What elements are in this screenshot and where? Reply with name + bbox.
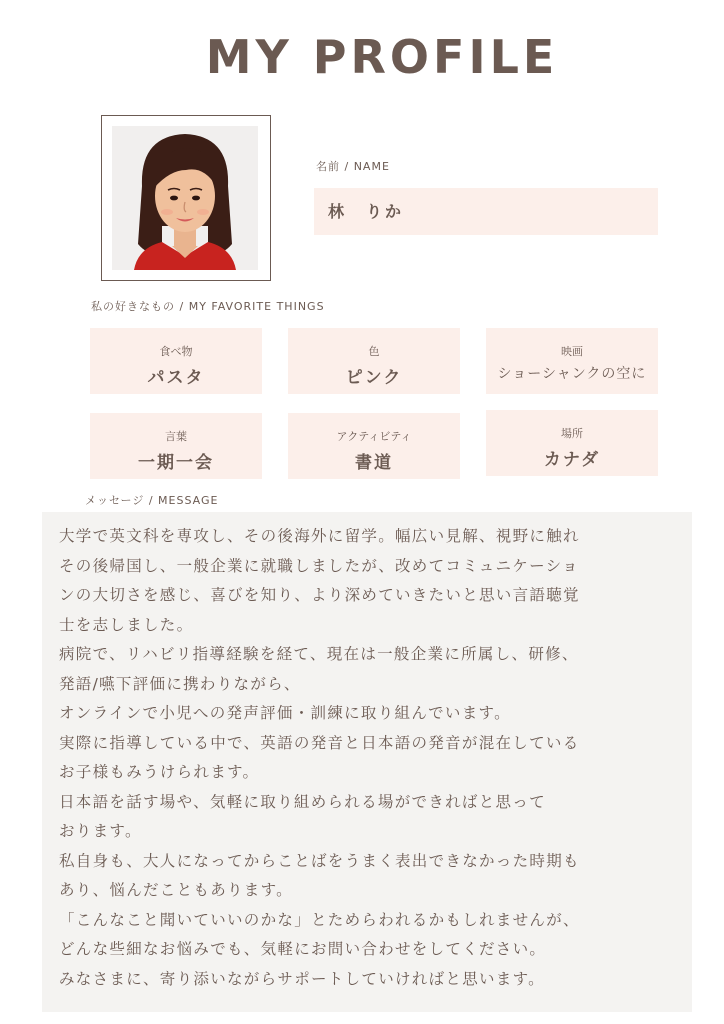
message-line: 大学で英文科を専攻し、その後海外に留学。幅広い見解、視野に触れ	[59, 527, 580, 545]
message-line: その後帰国し、一般企業に就職しましたが、改めてコミュニケーショ	[59, 556, 579, 575]
message-line: 日本語を話す場や、気軽に取り組められる場ができればと思って	[59, 792, 546, 811]
favorite-value: ショーシャンクの空に	[497, 366, 647, 382]
message-line: 実際に指導している中で、英語の発音と日本語の発音が混在している	[59, 733, 580, 752]
favorite-card-food	[90, 328, 262, 394]
favorite-value: カナダ	[543, 450, 601, 470]
favorite-category: アクティビティ	[336, 430, 412, 443]
message-line: あり、悩んだこともあります。	[59, 881, 293, 899]
favorites-label: 私の好きなもの / MY FAVORITE THINGS	[91, 300, 325, 313]
name-field: 林 りか	[314, 188, 658, 235]
favorite-category: 食べ物	[159, 345, 193, 358]
message-line: 発語/嚥下評価に携わりながら、	[59, 674, 301, 693]
message-line: おります。	[59, 822, 142, 840]
favorite-category: 色	[368, 345, 380, 358]
favorite-value: ピンク	[345, 368, 403, 388]
profile-photo-frame	[101, 115, 271, 281]
favorite-category: 場所	[561, 427, 583, 440]
favorite-category: 言葉	[165, 430, 187, 443]
avatar	[112, 126, 258, 270]
message-line: 「こんなこと聞いていいのかな」とためらわれるかもしれませんが、	[59, 910, 580, 929]
message-line: 士を志しました。	[59, 615, 194, 634]
name-label: 名前 / NAME	[316, 160, 390, 173]
message-line: 私自身も、大人になってからことばをうまく表出できなかった時期も	[59, 851, 580, 870]
favorite-category: 映画	[561, 345, 583, 358]
message-label: メッセージ / MESSAGE	[85, 494, 219, 507]
favorite-value: パスタ	[147, 368, 205, 388]
page-title: MY PROFILE	[205, 30, 559, 84]
favorite-card-place	[486, 410, 658, 476]
favorite-card-color	[288, 328, 460, 394]
favorite-value: 一期一会	[138, 453, 214, 473]
message-line: どんな些細なお悩みでも、気軽にお問い合わせをしてください。	[59, 940, 547, 958]
message-box	[42, 512, 692, 1012]
favorite-value: 書道	[355, 453, 393, 473]
message-line: お子様もみうけられます。	[59, 763, 260, 781]
favorite-card-movie	[486, 328, 658, 394]
message-line: オンラインで小児への発声評価・訓練に取り組んでいます。	[59, 704, 511, 722]
favorite-card-activity	[288, 413, 460, 479]
favorite-card-word	[90, 413, 262, 479]
message-line: 病院で、リハビリ指導経験を経て、現在は一般企業に所属し、研修、	[59, 645, 579, 663]
message-line: ンの大切さを感じ、喜びを知り、より深めていきたいと思い言語聴覚	[59, 586, 580, 604]
message-line: みなさまに、寄り添いながらサポートしていければと思います。	[59, 969, 545, 988]
